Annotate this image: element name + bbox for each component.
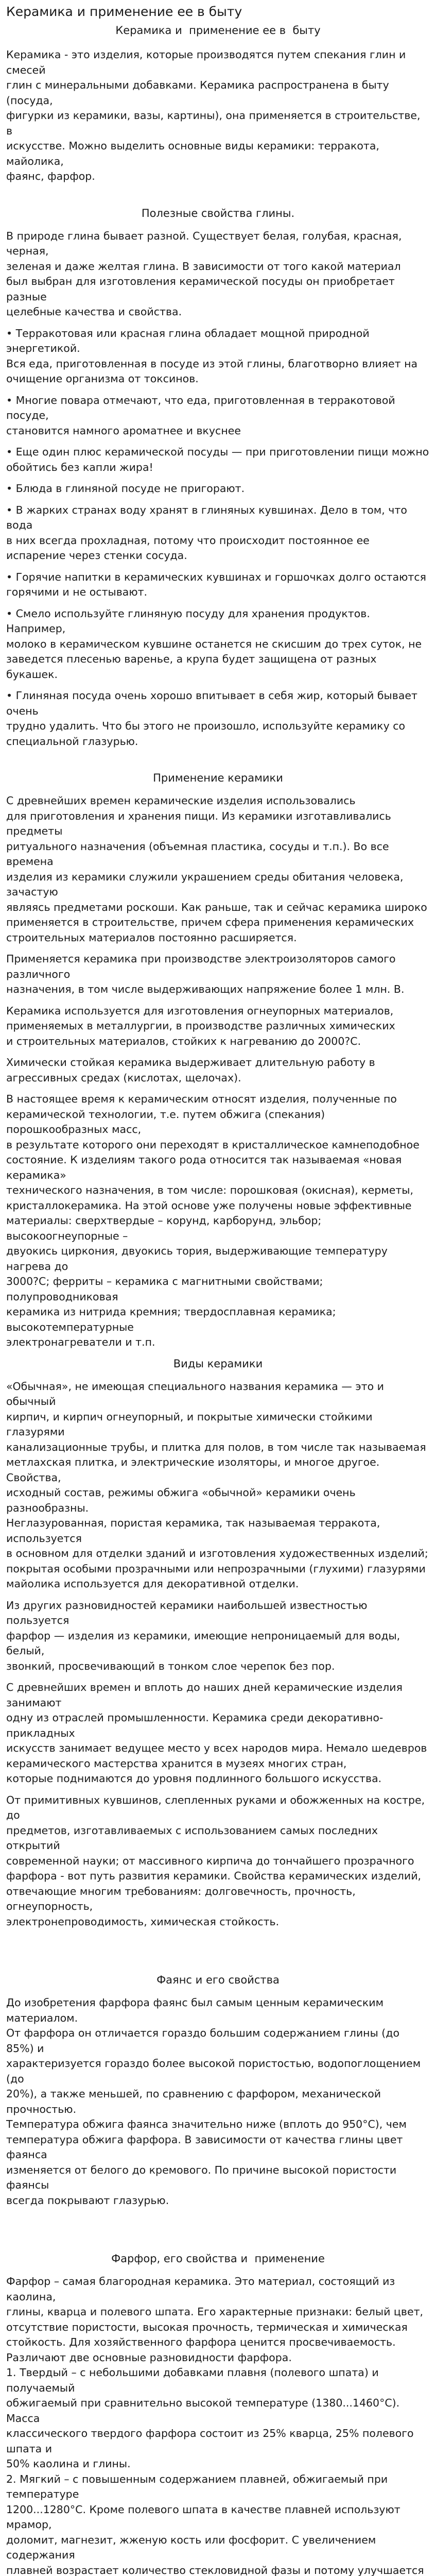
section-ceramics-application — [6, 771, 430, 1350]
paragraph: До изобретения фарфора фаянс был самым ценным керамическим материалом. От фарфора он отличается гораздо большим содержанием глины (до 85%) и характеризуется гораздо более высокой пористостью, водопоглощением (до 20%), а также меньшей, по сравнению с фарфором, механической прочностью. Температура обжига фаянса значительно ниже (вплоть до 950°C), чем температура обжига фарфора. В зависимости от качества глины цвет фаянса изменяется от белого до кремового. По причине высокой пористости фаянсы всегда покрывают глазурью. — [6, 1996, 421, 2207]
section-ceramics-types — [6, 1357, 430, 1930]
section-faience — [6, 1973, 430, 2208]
list-item: • В жарких странах воду хранят в глиняных кувшинах. Дело в том, что вода в них всегда прохладная, потому что происходит постоянное ее испарение через стенки сосуда. — [6, 503, 407, 562]
list-item: • Многие повара отмечают, что еда, приготовленная в терракотовой посуде, становится намного ароматнее и вкуснее — [6, 394, 395, 437]
list-item: • Еще один плюс керамической посуды — при приготовлении пищи можно обойтись без капли жира! — [6, 446, 429, 473]
paragraph: Керамика используется для изготовления огнеупорных материалов, применяемых в металлургии, в производстве различных химических и строительных материалов, стойких к нагреванию до 2000?С. — [6, 1004, 395, 1047]
paragraph: «Обычная», не имеющая специального названия керамика — это и обычный кирпич, и кирпич огнеупорный, и покрытые химически стойкими глазурями канализационные трубы, и плитка для полов, в том числе так называемая метлахская плитка, и электрические изоляторы, и многое другое. Свойства, исходный состав, режимы обжига «обычной» керамики очень разнообразны. Неглазурованная, пористая керамика, так называемая терракота, используется в основном для отделки зданий и изготовления художественных изделий; покрытая особыми прозрачными или непрозрачными (глухими) глазурями майолика используется для декоративной отделки. — [6, 1380, 428, 1590]
paragraph: Фарфор – самая благородная керамика. Это материал, состоящий из каолина, глины, кварца и полевого шпата. Его характерные признаки: белый цвет, отсутствие пористости, высокая прочность, термическая и химическая стойкость. Для хозяйственного фарфора ценится просвечиваемость. Различают две основные разновидности фарфора. 1. Твердый – с небольшими добавками плавня (полевого шпата) и получаемый обжигаемый при сравнительно высокой температуре (1380...1460°C). Масса классического твердого фарфора состоит из 25% кварца, 25% полевого шпата и 50% каолина и глины. 2. Мягкий – с повышенным содержанием плавней, обжигаемый при температуре 1200...1280°C. Кроме полевого шпата в качестве плавней используют мрамор, доломит, магнезит, жженую кость или фосфорит. С увеличением содержания плавней возрастает количество стекловидной фазы и потому улучшается — [6, 2275, 424, 2576]
section-heading: Применение керамики — [153, 772, 283, 784]
list-item: • Горячие напитки в керамических кувшинах и горшочках долго остаются горячими и не остывают. — [6, 570, 426, 598]
paragraph: В природе глина бывает разной. Существует белая, голубая, красная, черная, зеленая и даже желтая глина. В зависимости от того какой материал был выбран для изготовления керамической посуды он приобретает разные целебные качества и свойства. — [6, 229, 402, 318]
section-heading: Виды керамики — [173, 1357, 263, 1370]
section-intro — [6, 47, 430, 184]
list-item: • Глиняная посуда очень хорошо впитывает в себя жир, который бывает очень трудно удалить. Что бы этого не произошло, используйте керамику со специальной глазурью. — [6, 689, 417, 748]
document-subtitle: Керамика и применение ее в быту — [115, 24, 321, 37]
section-porcelain — [6, 2251, 430, 2576]
paragraph: Химически стойкая керамика выдерживает длительную работу в агрессивных средах (кислотах, щелочах). — [6, 1056, 375, 1084]
list-item: • Терракотовая или красная глина обладает мощной природной энергетикой. Вся еда, приготовленная в посуде из этой глины, благотворно влияет на очищение организма от токсинов. — [6, 327, 418, 385]
paragraph: Керамика - это изделия, которые производятся путем спекания глин и смесей глин с минеральными добавками. Керамика распространена в быту (посуда, фигурки из керамики, вазы, картины), она применяется в строительстве, в искусстве. Можно выделить основные виды керамики: терракота, майолика, фаянс, фарфор. — [6, 48, 421, 182]
paragraph: С древнейших времен и вплоть до наших дней керамические изделия занимают одну из отраслей промышленности. Керамика среди декоративно-прикладных искусств занимает ведущее место у всех народов мира. Немало шедевров керамического мастерства хранится в музеях многих стран, которые поднимаются до уровня подлинного большого искусства. — [6, 1681, 427, 1785]
list-item: • Смело используйте глиняную посуду для хранения продуктов. Например, молоко в керамическом кувшине останется не скисшим до трех суток, не заведется плесенью варенье, а крупа будет защищена от разных букашек. — [6, 607, 422, 681]
paragraph: Применяется керамика при производстве электроизоляторов самого различного назначения, в том числе выдерживающих напряжение более 1 млн. В. — [6, 953, 405, 995]
section-heading: Полезные свойства глины. — [141, 207, 295, 219]
list-item: • Блюда в глиняной посуде не пригорают. — [6, 482, 245, 495]
document-title: Керамика и применение ее в быту — [6, 4, 242, 19]
section-clay-properties — [6, 206, 430, 750]
paragraph: Из других разновидностей керамики наибольшей известностью пользуется фарфор — изделия из керамики, имеющие непроницаемый для воды, белый, звонкий, просвечивающий в тонком слое черепок без пор. — [6, 1599, 400, 1672]
section-heading: Фаянс и его свойства — [156, 1974, 280, 1986]
paragraph: С древнейших времен керамические изделия использовались для приготовления и хранения пищи. Из керамики изготавливались предметы ритуального назначения (объемная пластика, сосуды и т.п.). Во все времена изделия из керамики служили украшением среды обитания человека, зачастую являясь предметами роскоши. Как раньше, так и сейчас керамика широко применяется в строительстве, причем сфера применения керамических строительных материалов постоянно расширяется. — [6, 794, 427, 944]
paragraph: В настоящее время к керамическим относят изделия, полученные по керамической технологии, т.е. путем обжига (спекания) порошкообразных масс, в результате которого они переходят в кристаллическое камнеподобное состояние. К изделиям такого рода относится так называемая «новая керамика» технического назначения, в том числе: порошковая (окисная), керметы, кристаллокерамика. На этой основе уже получены новые эффективные материалы: сверхтвердые – корунд, карборунд, эльбор; высокоогнеупорные – двуокись циркония, двуокись тория, выдерживающие температуру нагрева до 3000?С; ферриты – керамика с магнитными свойствами; полупроводниковая керамика из нитрида кремния; твердосплавная керамика; высокотемпературные электронагреватели и т.п. — [6, 1093, 420, 1348]
section-heading: Фарфор, его свойства и применение — [111, 2252, 325, 2265]
paragraph: От примитивных кувшинов, слепленных руками и обожженных на костре, до предметов, изготавливаемых с использованием самых последних открытий современной науки; от массивного кирпича до тончайшего прозрачного фарфора - вот путь развития керамики. Свойства керамических изделий, отвечающие многим требованиям: долговечность, прочность, огнеупорность, электронепроводимость, химическая стойкость. — [6, 1793, 425, 1928]
